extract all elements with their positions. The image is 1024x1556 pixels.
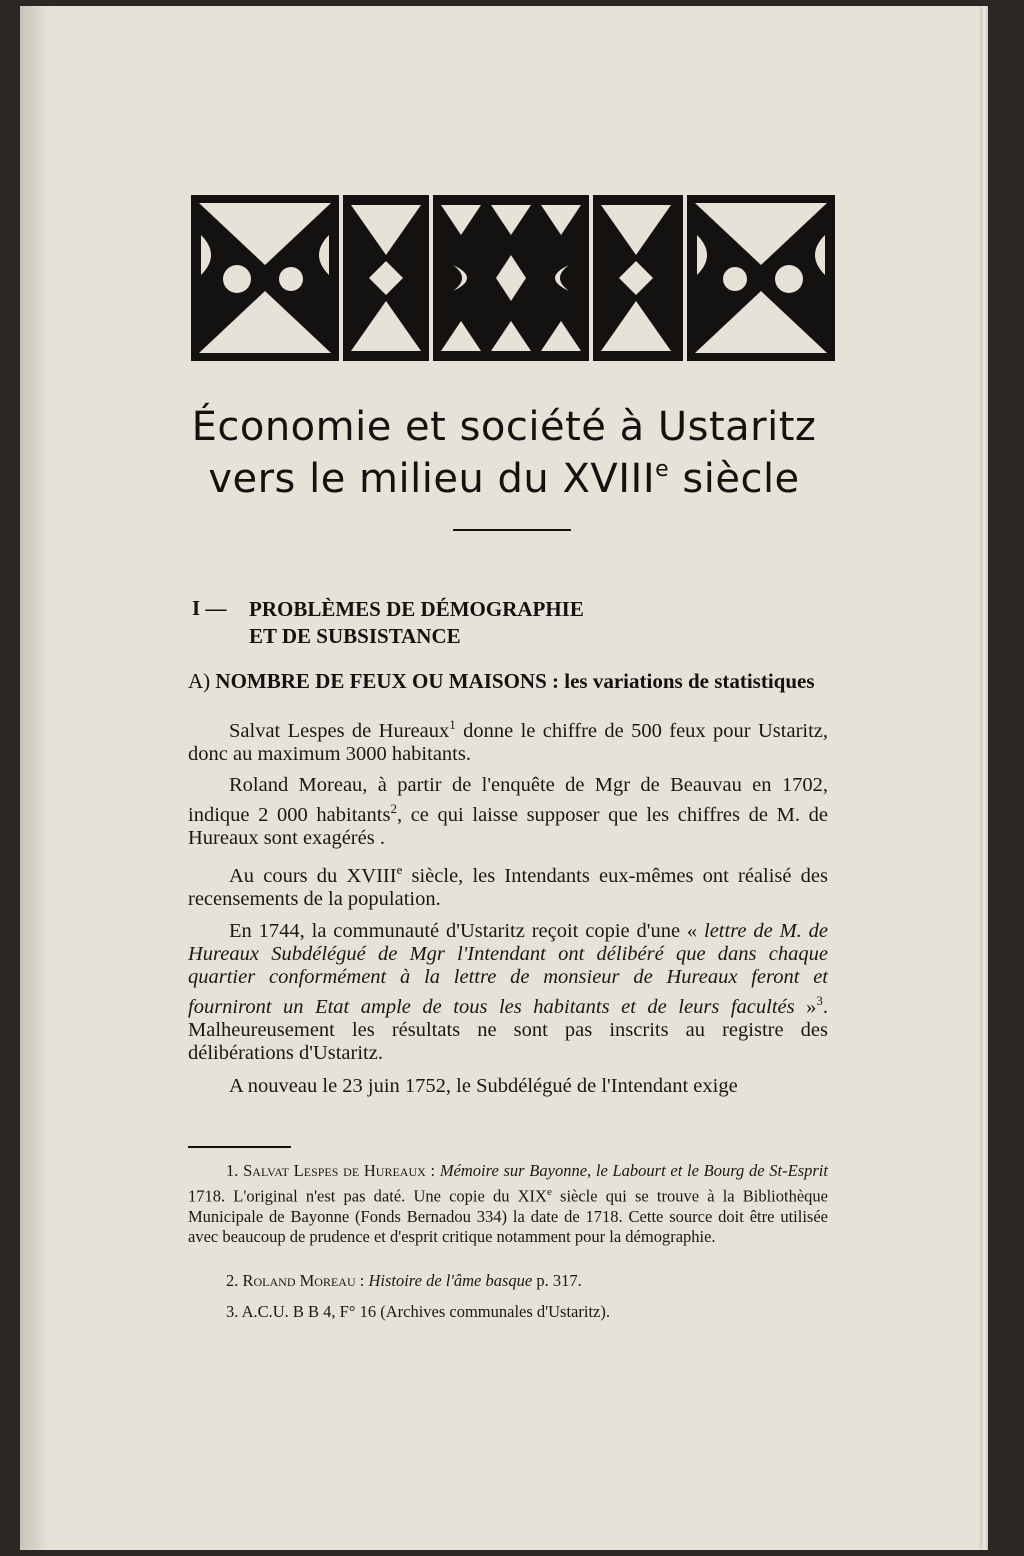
page-edge [978, 6, 988, 1550]
paragraph-2: Roland Moreau, à partir de l'enquête de Mgr de Beauvau en 1702, indique 2 000 habitants$^2$, ce qui laisse supposer que les chiffres de M. de Hureaux sont exagérés . [188, 774, 828, 849]
subsection-heading: A) NOMBRE DE FEUX OU MAISONS : les variations de statistiques [188, 669, 815, 693]
title-divider [453, 529, 571, 531]
footnote-divider [188, 1146, 291, 1148]
page-spine [20, 6, 50, 1550]
book-page [20, 6, 988, 1550]
paragraph-3: Au cours du XVIIIe siècle, les Intendants eux-mêmes ont réalisé des recensements de la population. [188, 862, 828, 910]
paragraph-5: A nouveau le 23 juin 1752, le Subdélégué de l'Intendant exige [229, 1075, 738, 1097]
basque-ornament-frieze [191, 195, 835, 361]
article-title-line-2: vers le milieu du XVIIIe siècle [208, 456, 800, 502]
paragraph-1: Salvat Lespes de Hureaux$^1$ donne le chiffre de 500 feux pour Ustaritz, donc au maximum 3000 habitants. [188, 717, 829, 765]
footnote-2: 2. Roland Moreau : Histoire de l'âme basque p. 317. [226, 1271, 582, 1290]
article-title-line-1: Économie et société à Ustaritz [191, 404, 817, 450]
section-number: I — [192, 596, 227, 620]
footnote-1: 1. Salvat Lespes de Hureaux : Mémoire sur Bayonne, le Labourt et le Bourg de St-Esprit 1718. L'original n'est pas daté. Une copie du XIXe siècle qui se trouve à la Bibliothèque Municipale de Bayonne (Fonds Bernadou 334) la date de 1718. Cette source doit être utilisée avec beaucoup de prudence et d'esprit critique notamment pour la démographie. [188, 1161, 829, 1246]
footnote-3: 3. A.C.U. B B 4, F° 16 (Archives communales d'Ustaritz). [226, 1302, 610, 1321]
section-title: PROBLÈMES DE DÉMOGRAPHIE ET DE SUBSISTANCE [249, 597, 584, 648]
paragraph-4: En 1744, la communauté d'Ustaritz reçoit copie d'une « lettre de M. de Hureaux Subdélégué de Mgr l'Intendant ont délibéré que dans chaque quartier conformément à la lettre de monsieur de Hureaux feront et fourniront un Etat ample de tous les habitants et de leurs facultés »$^3$. Malheureusement les résultats ne sont pas inscrits au registre des délibérations d'Ustaritz. [188, 920, 829, 1064]
